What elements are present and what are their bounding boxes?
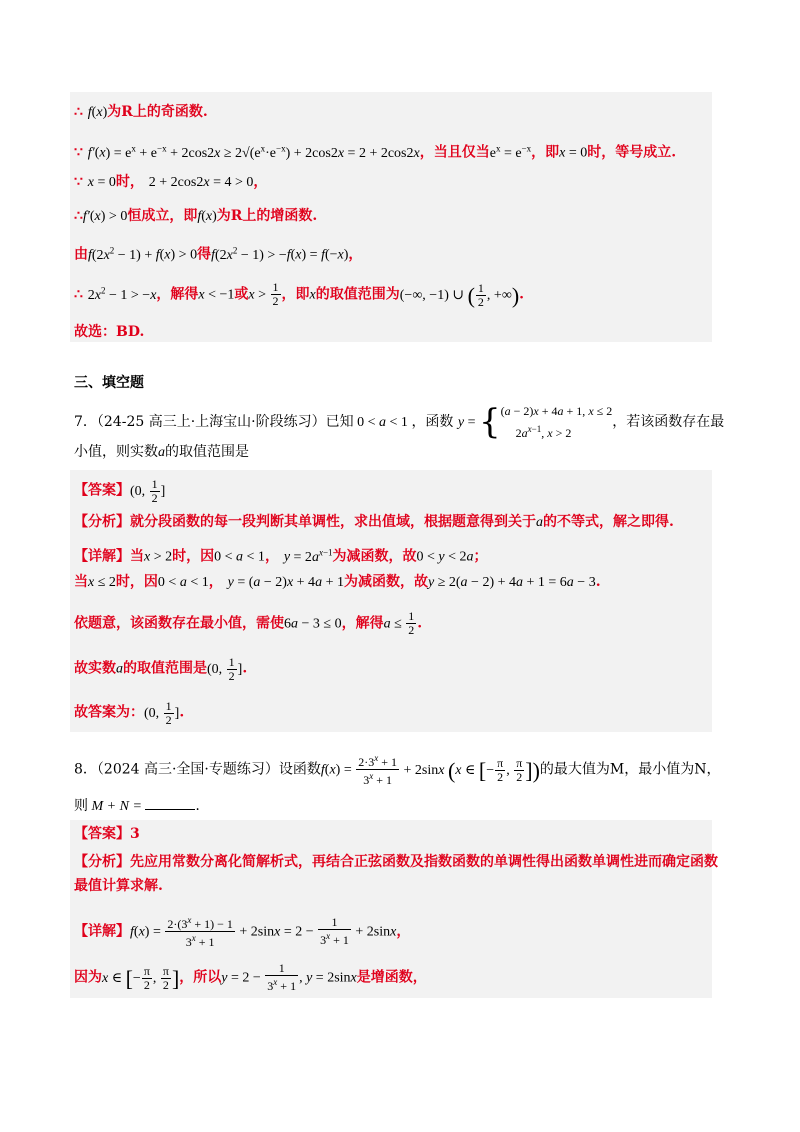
q8-answer: 【答案】3: [74, 826, 140, 842]
q7-detail-3: 依题意，该函数存在最小值，需使6a − 3 ≤ 0，解得a ≤ $\frac{1}{2}$ .: [74, 609, 423, 637]
q8-stem: 8．（2024 高三·全国·专题练习）设函数f(x) = $\frac{2\cdot 3^x + 1}{3^x + 1}$ + 2sinx (x ∈ [− $\frac{\pi}{2}$ , $\frac{\pi}{2}$ ])的最大值为M，最小值为N，: [74, 753, 721, 787]
q7-detail-4: 故实数a的取值范围是(0, $\frac{1}{2}$ ].: [74, 655, 248, 683]
q7-detail-1: 【详解】当x > 2时，因0 < a < 1， $y = 2a^{x-1}$为减函数，故0 < y < 2a；: [74, 547, 488, 565]
q7-detail-2: 当x ≤ 2时，因0 < a < 1， y = (a − 2)x + 4a + 1为减函数，故y ≥ 2(a − 2) + 4a + 1 = 6a − 3.: [74, 574, 601, 590]
q7-answer-block: [70, 470, 712, 732]
q7-stem: 7．（24-25 高三上·上海宝山·阶段练习）已知 0 < a < 1 ，函数 y = { (a − 2)x + 4a + 1, x ≤ 2 $2a^{x-1}$, x > 2 ，若该函数存在最: [74, 402, 725, 442]
q7-stem-line2: 小值，则实数a的取值范围是: [74, 444, 249, 460]
q8-analysis-1: 【分析】先应用常数分离化简解析式，再结合正弦函数及指数函数的单调性得出函数单调性进而确定函数: [74, 854, 718, 870]
q7-answer: 【答案】(0, $\frac{1}{2}$ ]: [74, 477, 166, 505]
q8-analysis-2: 最值计算求解.: [74, 878, 163, 894]
section-heading: 三、填空题: [74, 375, 144, 391]
q8-detail-1: 【详解】f(x) = $\frac{2\cdot(3^x + 1) - 1}{3^x + 1}$ + 2sinx = 2 − $\frac{1}{3^x + 1}$ + 2sinx，: [74, 915, 411, 949]
line-derivative: ∵ $f'(x) = e^x + e^{-x} + 2\cos 2x \ge 2√(e^x\cdot e^{-x}) + 2\cos 2x = 2 + 2\cos 2x$，当且仅当$e^x = e^{-x}$，即x = 0时，等号成立.: [74, 143, 677, 161]
line-inequality: 由$f(2x^2 - 1) + f(x) > 0$得$f(2x^2 - 1) > -f(x) = f(-x)$，: [74, 245, 363, 263]
line-increasing: ∴f′(x) > 0恒成立，即f(x)为R上的增函数.: [74, 208, 318, 224]
q7-analysis: 【分析】就分段函数的每一段判断其单调性，求出值域，根据题意得到关于a的不等式，解之即得.: [74, 514, 674, 530]
q8-detail-2: 因为x ∈ [− $\frac{\pi}{2}$ , $\frac{\pi}{2}$ ]，所以y = 2 − $\frac{1}{3^x + 1}$ , y = 2sinx是增函数，: [74, 961, 427, 993]
line-x-zero: ∵ x = 0时， 2 + 2cos2x = 4 > 0，: [74, 174, 268, 190]
line-choice: 故选：BD.: [74, 324, 145, 340]
line-odd-function: ∴ f(x)为R上的奇函数.: [74, 104, 208, 120]
line-solution-range: ∴ $2x^2 - 1 > -x$，解得x < −1或x > $\frac{1}{2}$ ，即x的取值范围为(−∞, −1) ∪ ( $\frac{1}{2}$ , +∞).: [74, 280, 525, 309]
q7-final-answer: 故答案为：(0, $\frac{1}{2}$ ].: [74, 699, 185, 727]
q8-stem-line2: 则 M + N = .: [74, 798, 200, 814]
q8-answer-blank: [145, 797, 195, 810]
